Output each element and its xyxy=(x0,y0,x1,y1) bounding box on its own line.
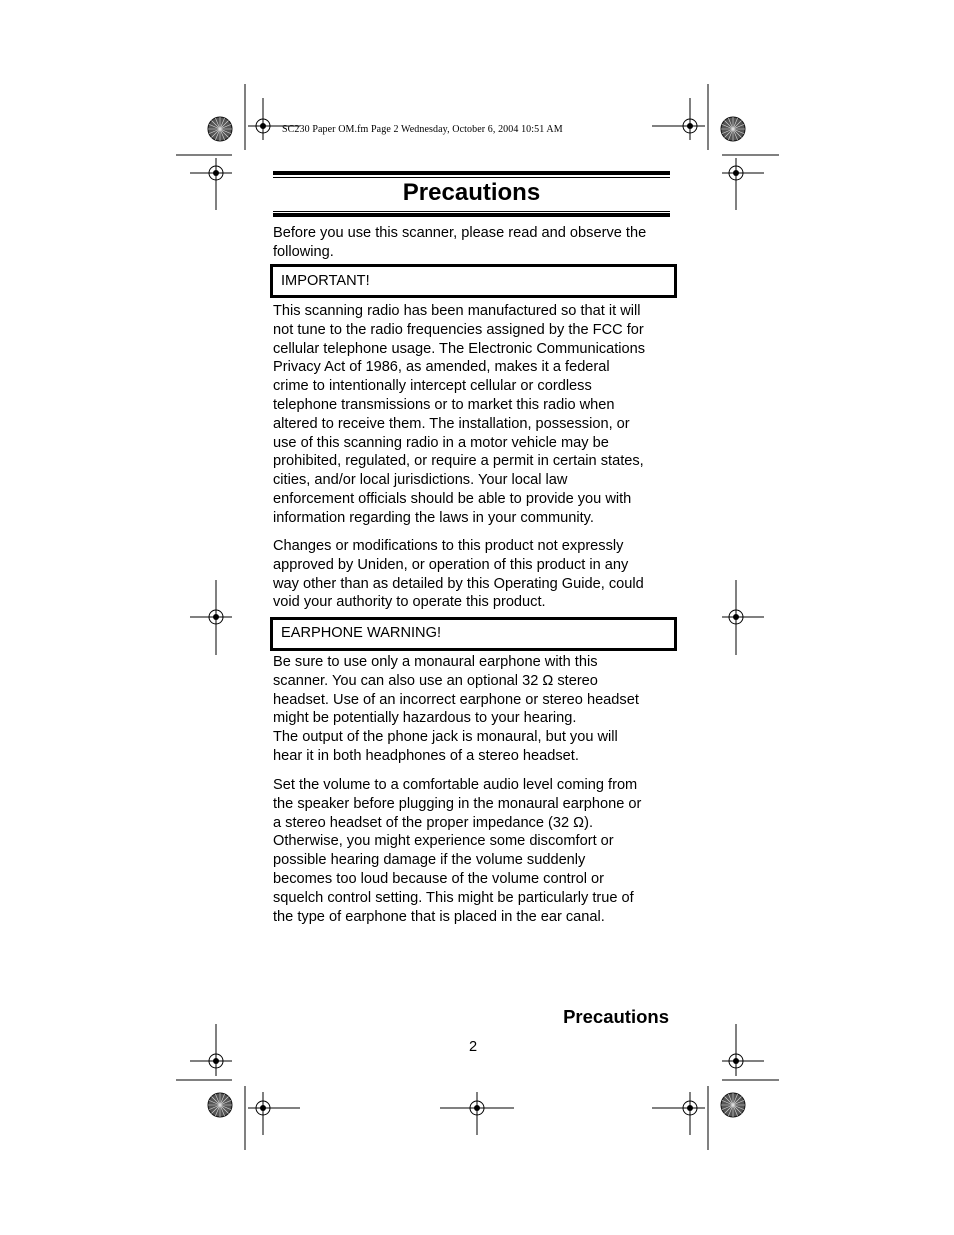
registration-mark xyxy=(723,160,749,186)
text-line: altered to receive them. The installation, possession, or xyxy=(273,415,630,432)
text-line: headset. Use of an incorrect earphone or stereo headset xyxy=(273,691,639,708)
text-line: Privacy Act of 1986, as amended, makes it a federal xyxy=(273,359,610,376)
registration-mark xyxy=(677,1095,703,1121)
registration-mark xyxy=(203,1048,229,1074)
text-line: Before you use this scanner, please read and observe the xyxy=(273,225,647,241)
registration-mark xyxy=(464,1095,490,1121)
registration-mark xyxy=(723,1048,749,1074)
text-line: following. xyxy=(273,243,334,260)
text-line: Set the volume to a comfortable audio level coming from xyxy=(273,777,638,793)
text-line: The output of the phone jack is monaural, but you will xyxy=(273,729,618,746)
text-line: enforcement officials should be able to provide you with xyxy=(273,490,632,507)
page-title: Precautions xyxy=(402,179,541,206)
text-line: not tune to the radio frequencies assigned by the FCC for xyxy=(273,321,644,338)
file-header-line: SC230 Paper OM.fm Page 2 Wednesday, October 6, 2004 10:51 AM xyxy=(282,124,563,135)
star-target-icon xyxy=(721,117,745,141)
star-target-icon xyxy=(208,1093,232,1117)
text-line: becomes too loud because of the volume control or xyxy=(273,870,604,887)
text-line: possible hearing damage if the volume suddenly xyxy=(273,852,586,869)
text-line: approved by Uniden, or operation of this product in any xyxy=(273,556,629,573)
star-target-icon xyxy=(721,1093,745,1117)
star-target-icon xyxy=(208,117,232,141)
footer-section-title: Precautions xyxy=(563,1006,669,1027)
registration-mark xyxy=(677,113,703,139)
registration-mark xyxy=(723,604,749,630)
text-line: the speaker before plugging in the monaural earphone or xyxy=(273,795,642,812)
text-line: This scanning radio has been manufactured so that it will xyxy=(273,303,641,319)
text-line: scanner. You can also use an optional 32 Ω stereo xyxy=(273,672,598,689)
important-label: IMPORTANT! xyxy=(281,273,370,289)
text-line: squelch control setting. This might be particularly true of xyxy=(273,889,634,906)
earphone-warning-label: EARPHONE WARNING! xyxy=(281,625,442,641)
text-line: crime to intentionally intercept cellular or cordless xyxy=(273,378,592,395)
page-number: 2 xyxy=(468,1039,478,1055)
text-line: cellular telephone usage. The Electronic Communications xyxy=(273,340,646,357)
text-line: the type of earphone that is placed in the ear canal. xyxy=(273,908,605,925)
text-line: might be potentially hazardous to your hearing. xyxy=(273,710,577,727)
text-line: a stereo headset of the proper impedance (32 Ω). xyxy=(273,814,594,831)
text-line: prohibited, regulated, or require a permit in certain states, xyxy=(273,453,644,470)
registration-mark xyxy=(250,113,276,139)
text-line: hear it in both headphones of a stereo headset. xyxy=(273,747,579,764)
text-line: Otherwise, you might experience some discomfort or xyxy=(273,833,614,850)
registration-mark xyxy=(250,1095,276,1121)
text-line: cities, and/or local jurisdictions. Your local law xyxy=(273,472,568,489)
text-line: telephone transmissions or to market this radio when xyxy=(273,396,615,413)
text-line: way other than as detailed by this Operating Guide, could xyxy=(273,575,644,592)
registration-mark xyxy=(203,604,229,630)
text-line: Changes or modifications to this product not expressly xyxy=(273,538,624,554)
text-line: use of this scanning radio in a motor vehicle may be xyxy=(273,434,609,451)
registration-mark xyxy=(203,160,229,186)
text-line: information regarding the laws in your community. xyxy=(273,509,594,526)
text-line: void your authority to operate this product. xyxy=(273,594,546,611)
text-line: Be sure to use only a monaural earphone with this xyxy=(273,654,598,670)
